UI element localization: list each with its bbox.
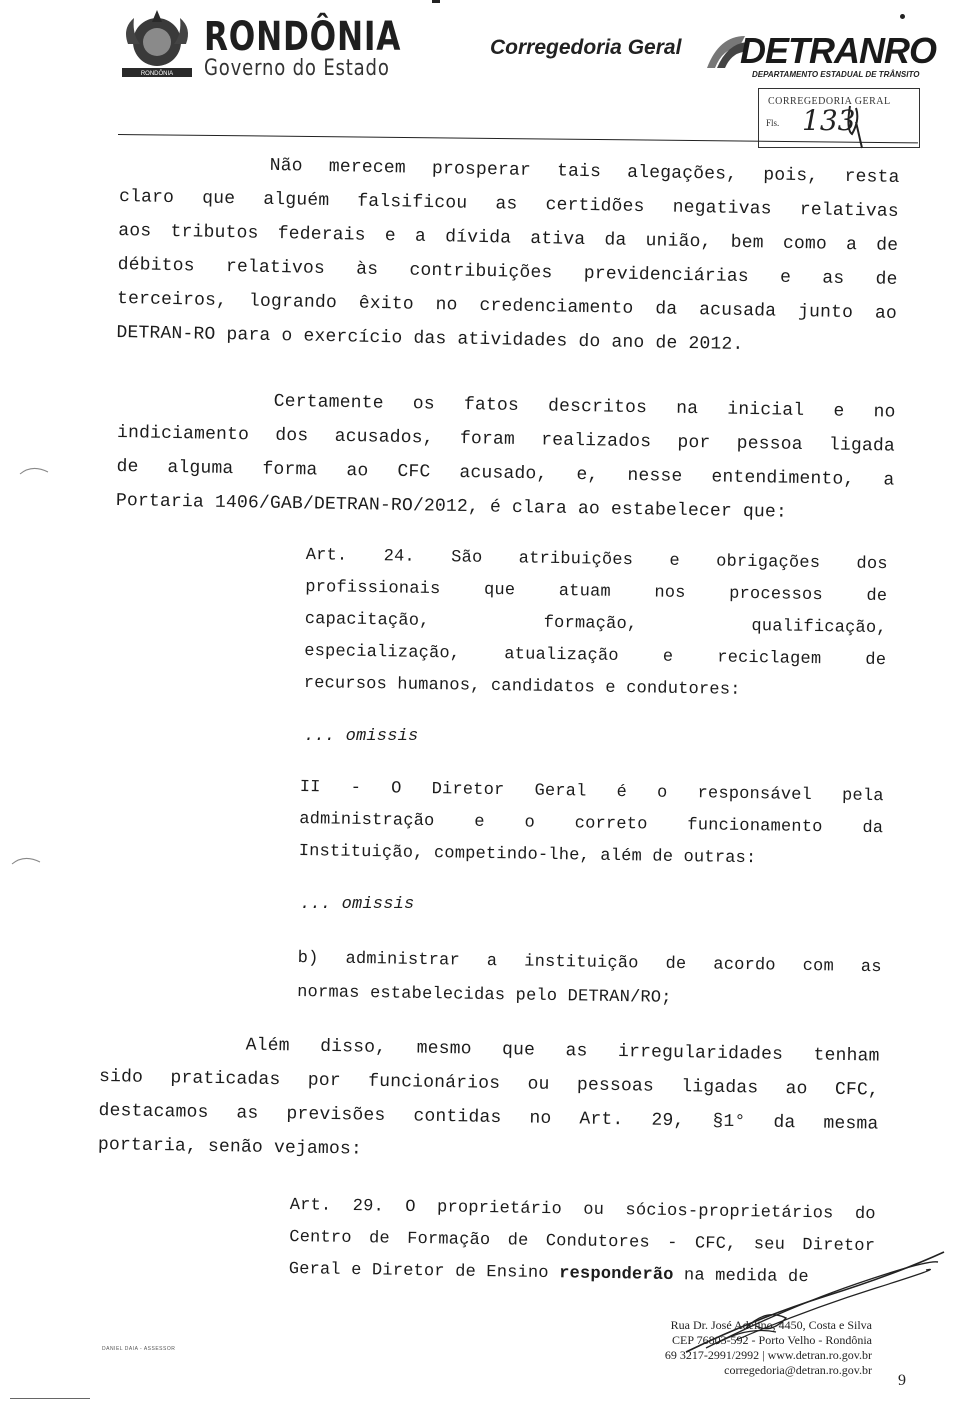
page-number: 9 <box>898 1372 906 1389</box>
text-line: b) administrar a instituição de acordo com as <box>297 948 882 978</box>
text-line: especialização, atualização e reciclagem de <box>304 641 887 671</box>
scan-artifact <box>10 850 50 870</box>
department-label: Corregedoria Geral <box>490 36 682 59</box>
text-line: recursos humanos, candidatos e condutores: <box>303 673 741 700</box>
text-line: Art. 29. O proprietário ou sócios-proprietários do <box>289 1195 876 1225</box>
text-line: Certamente os fatos descritos na inicial e no <box>273 391 896 423</box>
document-header <box>0 0 960 140</box>
text-line: administração e o correto funcionamento da <box>299 809 884 839</box>
address-line: corregedoria@detran.ro.gov.br <box>724 1363 872 1377</box>
omissis-marker: ... omissis <box>300 895 415 914</box>
agency-name: DETRANRO <box>740 30 936 71</box>
footer-note: DANIEL DAIA - ASSESSOR <box>102 1346 176 1352</box>
text-line: II - O Diretor Geral é o responsável pela <box>299 777 884 807</box>
text-line: Além disso, mesmo que as irregularidades tenham <box>245 1035 880 1067</box>
citation-item-b <box>297 942 882 1019</box>
address-line: 69 3217-2991/2992 | www.detran.ro.gov.br <box>664 1348 872 1362</box>
scan-artifact <box>18 460 58 480</box>
text-line: Instituição, competindo-lhe, além de outras: <box>298 841 757 869</box>
paragraph-furthermore <box>98 1026 880 1176</box>
text-line: capacitação, formação, qualificação, <box>304 609 887 639</box>
text-line: Art. 24. São atribuições e obrigações dos <box>305 545 888 575</box>
stamp-label: CORREGEDORIA GERAL <box>768 96 891 107</box>
citation-item-ii <box>298 772 883 877</box>
text-line: DETRAN-RO para o exercício das atividades do ano de 2012. <box>116 322 744 356</box>
text-line: Não merecem prosperar tais alegações, pois, resta <box>269 155 900 188</box>
text-segment: Geral e Diretor de Ensino <box>288 1259 560 1284</box>
svg-text:RONDÔNIA: RONDÔNIA <box>140 71 174 77</box>
text-line: normas estabelecidas pelo DETRAN/RO; <box>297 982 672 1008</box>
text-line: profissionais que atuam nos processos de <box>305 577 888 607</box>
citation-art-24 <box>303 540 887 709</box>
stamp-page-number: 133 <box>802 104 856 137</box>
footer-divider <box>10 1398 90 1399</box>
text-line: claro que alguém falsificou as certidões negativas relativas <box>118 186 900 222</box>
text-line: terceiros, logrando êxito no credenciamento da acusada junto ao <box>116 288 898 324</box>
omissis-marker: ... omissis <box>304 727 419 746</box>
text-line: débitos relativos às contribuições previdenciárias e as de <box>117 254 898 290</box>
text-line: destacamos as previsões contidas no Art. 29, §1° da mesma <box>98 1100 879 1135</box>
text-line: Portaria 1406/GAB/DETRAN-RO/2012, é clara ao estabelecer que: <box>115 490 788 523</box>
rondonia-coat-of-arms-icon <box>118 8 196 80</box>
text-line: Centro de Formação de Condutores - CFC, seu Diretor <box>289 1227 876 1257</box>
text-line: indiciamento dos acusados, foram realizados por pessoa ligada <box>116 422 896 457</box>
contact-address <box>620 1318 872 1378</box>
emphasis-responderao: responderão <box>559 1264 674 1286</box>
text-line: portaria, senão vejamos: <box>97 1134 363 1160</box>
agency-subtitle: DEPARTAMENTO ESTADUAL DE TRÂNSITO <box>752 70 920 79</box>
stamp-fls-label: Fls. <box>766 118 780 128</box>
text-line: sido praticadas por funcionários ou pessoas ligadas ao CFC, <box>98 1066 880 1101</box>
address-line: Rua Dr. José Adelino, 4450, Costa e Silva <box>670 1318 872 1332</box>
paragraph-facts <box>116 382 896 532</box>
text-segment: na medida de <box>673 1266 809 1288</box>
state-subtitle: Governo do Estado <box>204 56 390 81</box>
text-line: de alguma forma ao CFC acusado, e, nesse entendimento, a <box>116 456 895 491</box>
state-name: RONDÔNIA <box>204 14 402 60</box>
address-line: CEP 76803-592 - Porto Velho - Rondônia <box>672 1333 872 1347</box>
paragraph-allegations <box>116 146 900 365</box>
text-line: aos tributos federais e a dívida ativa da união, bem como a de <box>118 220 899 256</box>
